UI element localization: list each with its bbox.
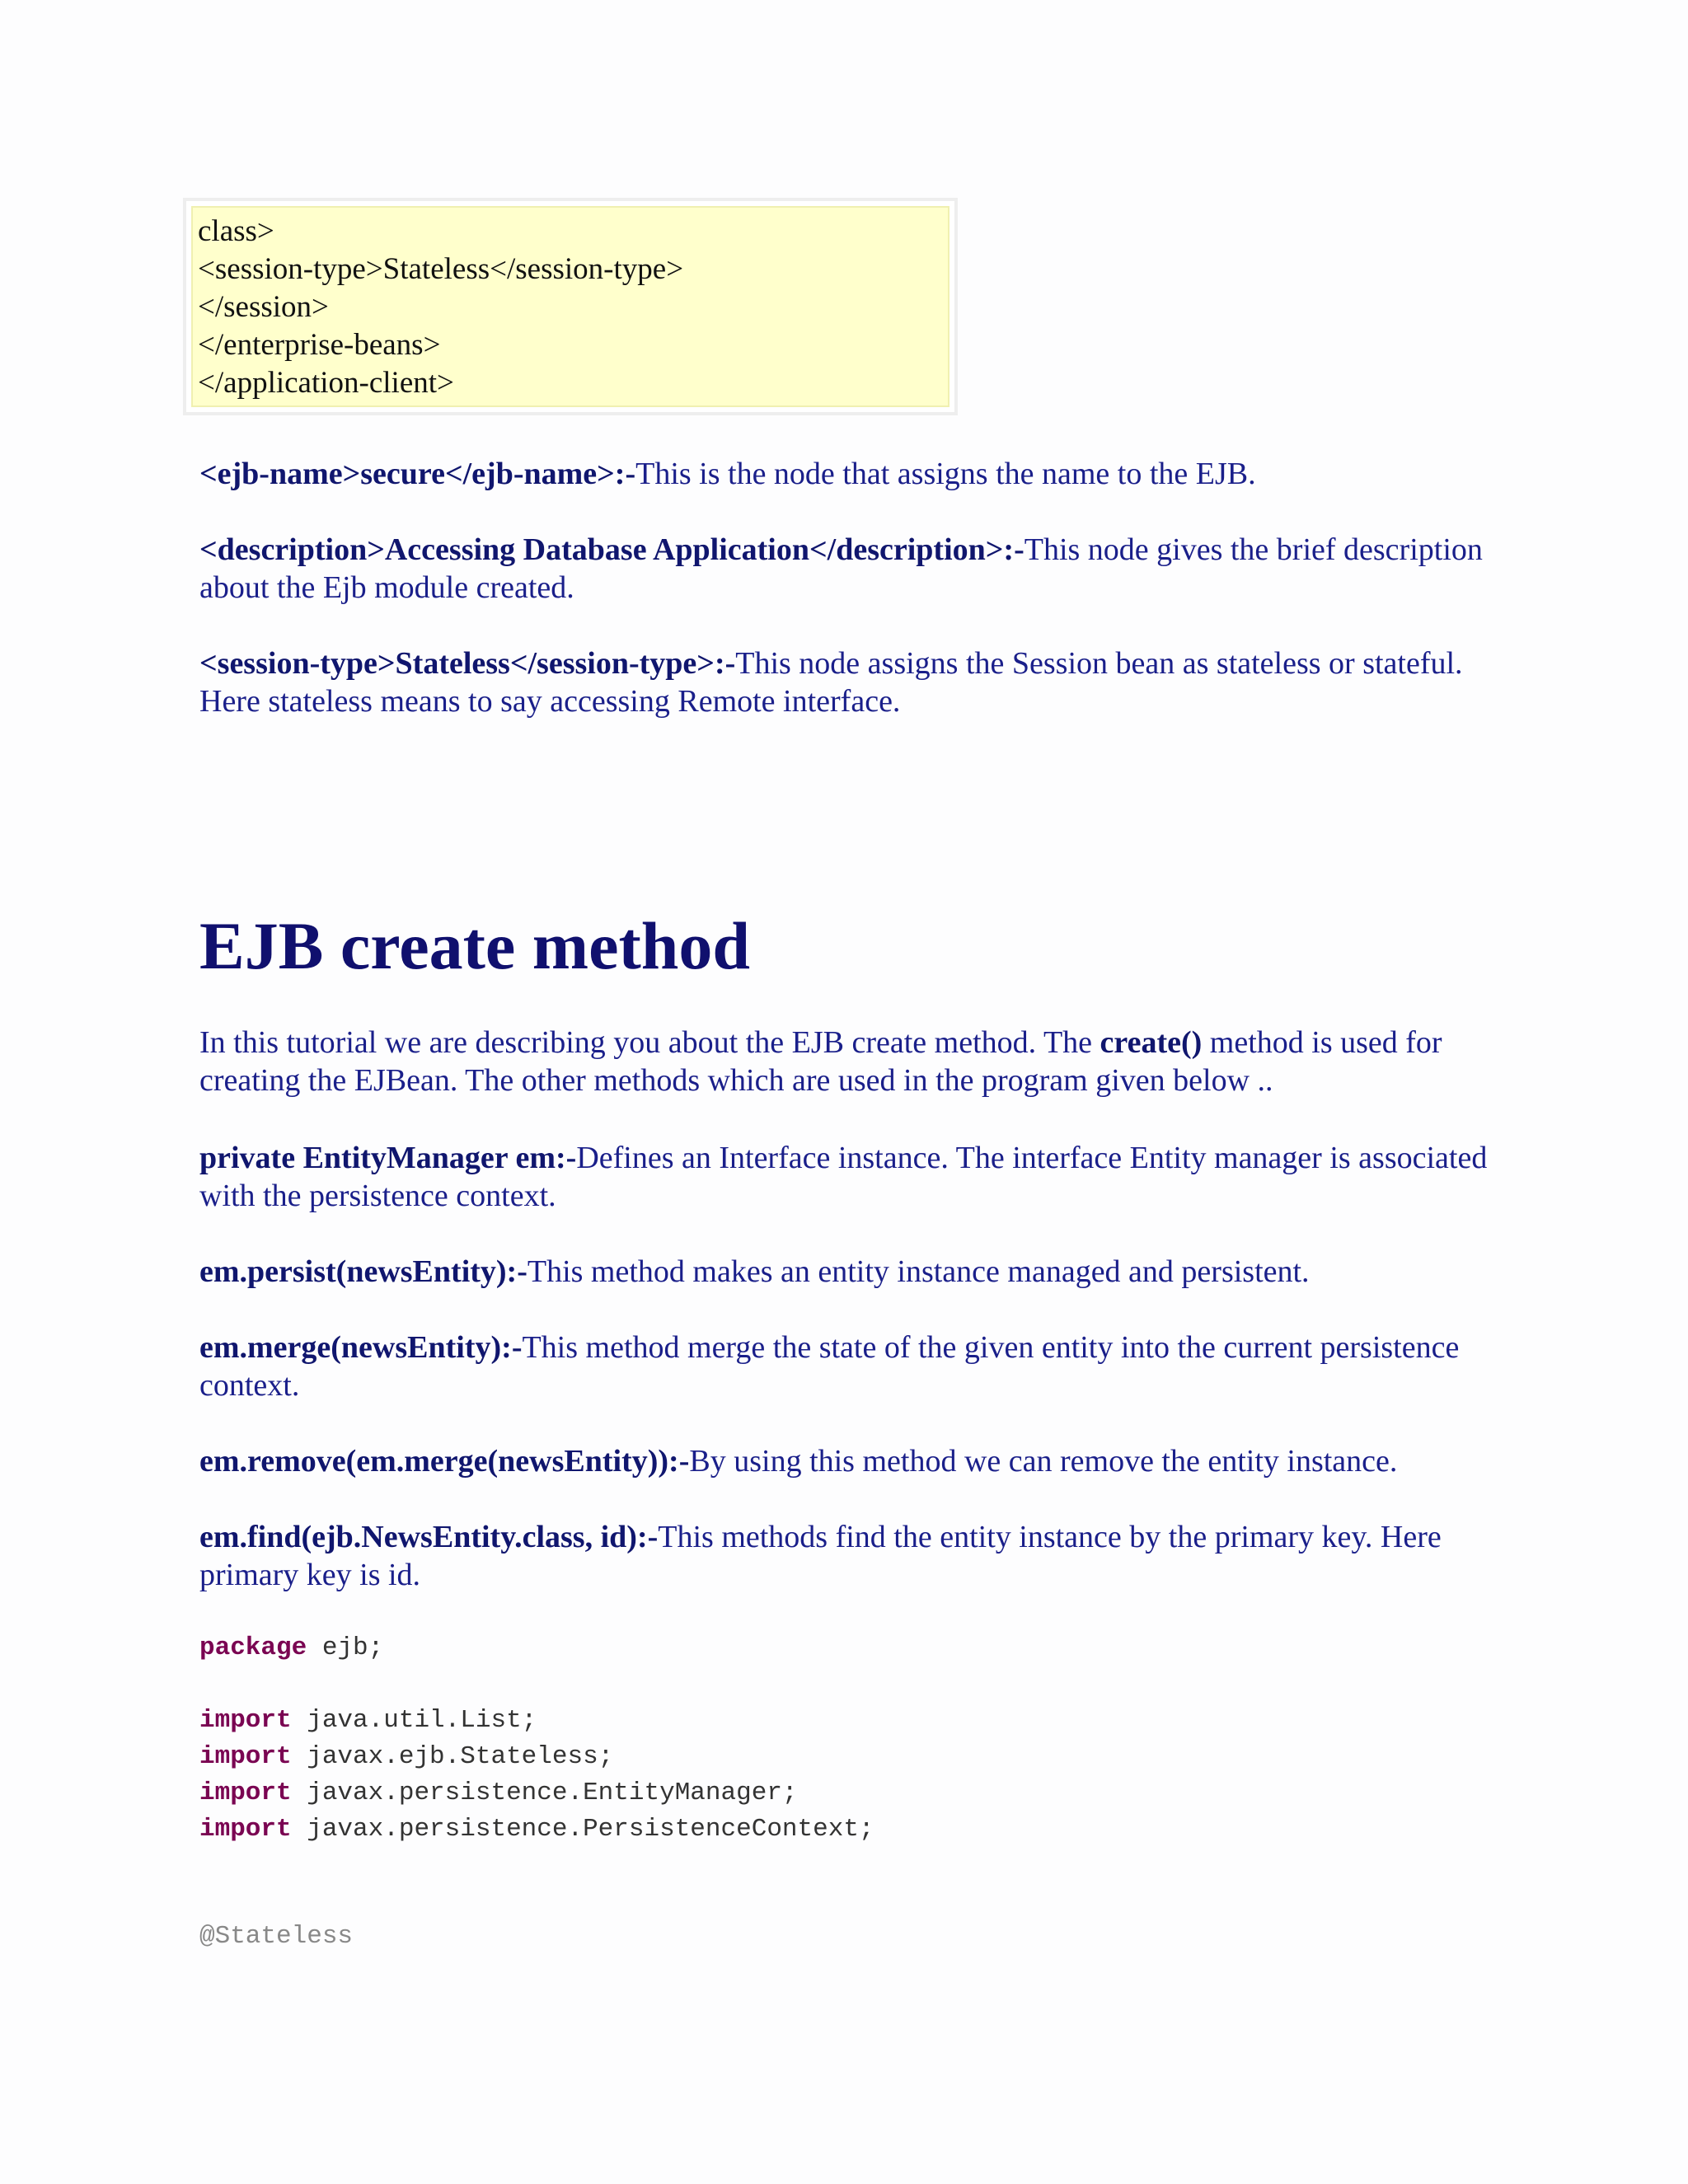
code-text: javax.ejb.Stateless;	[291, 1742, 614, 1771]
method-text: This method merge the state of the given entity into the current persistence context.	[199, 1330, 1460, 1403]
code-keyword: package	[199, 1633, 307, 1662]
code-keyword: import	[199, 1779, 292, 1807]
note-session-type	[199, 644, 1518, 720]
method-remove	[199, 1442, 1518, 1480]
method-term: em.remove(em.merge(newsEntity)):-	[199, 1444, 690, 1479]
method-term: em.find(ejb.NewsEntity.class, id):-	[199, 1520, 659, 1554]
method-term: private EntityManager em:-	[199, 1141, 577, 1175]
code-annotation: @Stateless	[199, 1922, 354, 1951]
xml-line: <session-type>Stateless</session-type>	[198, 252, 684, 286]
xml-line: class>	[198, 214, 274, 248]
note-term: <ejb-name>secure</ejb-name>:-	[199, 457, 636, 491]
code-text: ejb;	[307, 1633, 384, 1662]
code-import-line	[199, 1703, 1353, 1739]
method-entity-manager	[199, 1139, 1518, 1215]
code-keyword: import	[199, 1815, 292, 1844]
method-persist	[199, 1253, 1518, 1291]
code-keyword: import	[199, 1742, 292, 1771]
code-text: javax.persistence.EntityManager;	[291, 1779, 798, 1807]
intro-bold: create()	[1100, 1025, 1203, 1060]
xml-code-box	[183, 198, 958, 415]
note-ejb-name	[199, 455, 1518, 493]
intro-text: In this tutorial we are describing you about the EJB create method. The	[199, 1025, 1100, 1060]
xml-line: </session>	[198, 290, 329, 324]
code-text: javax.persistence.PersistenceContext;	[291, 1815, 874, 1844]
note-text: This is the node that assigns the name to the EJB.	[635, 457, 1256, 491]
code-package-line	[199, 1630, 1353, 1666]
note-term: <description>Accessing Database Application</description>:-	[199, 532, 1025, 567]
code-import-line	[199, 1775, 1353, 1811]
method-text: This methods find the entity instance by the primary key. Here primary key is id.	[199, 1520, 1442, 1592]
method-text: This method makes an entity instance managed and persistent.	[527, 1254, 1310, 1289]
code-import-line	[199, 1811, 1353, 1848]
note-description	[199, 531, 1518, 607]
intro-paragraph	[199, 1024, 1518, 1099]
xml-code-inner	[191, 206, 950, 407]
note-text: This node gives the brief description about the Ejb module created.	[199, 532, 1483, 605]
method-term: em.merge(newsEntity):-	[199, 1330, 523, 1365]
code-keyword: import	[199, 1706, 292, 1735]
section-heading: EJB create method	[199, 908, 751, 983]
code-text: java.util.List;	[291, 1706, 537, 1735]
method-text: By using this method we can remove the entity instance.	[689, 1444, 1398, 1479]
method-term: em.persist(newsEntity):-	[199, 1254, 528, 1289]
method-text: Defines an Interface instance. The interface Entity manager is associated with the persistence context.	[199, 1141, 1488, 1213]
xml-line: </application-client>	[198, 366, 454, 400]
intro-text: method is used for creating the EJBean. The other methods which are used in the program given below ..	[199, 1025, 1442, 1098]
method-find	[199, 1518, 1518, 1594]
note-text: This node assigns the Session bean as stateless or stateful. Here stateless means to say accessing Remote interface.	[199, 646, 1463, 719]
code-import-line	[199, 1739, 1353, 1775]
method-merge	[199, 1329, 1518, 1404]
note-term: <session-type>Stateless</session-type>:-	[199, 646, 736, 681]
xml-line: </enterprise-beans>	[198, 328, 441, 362]
